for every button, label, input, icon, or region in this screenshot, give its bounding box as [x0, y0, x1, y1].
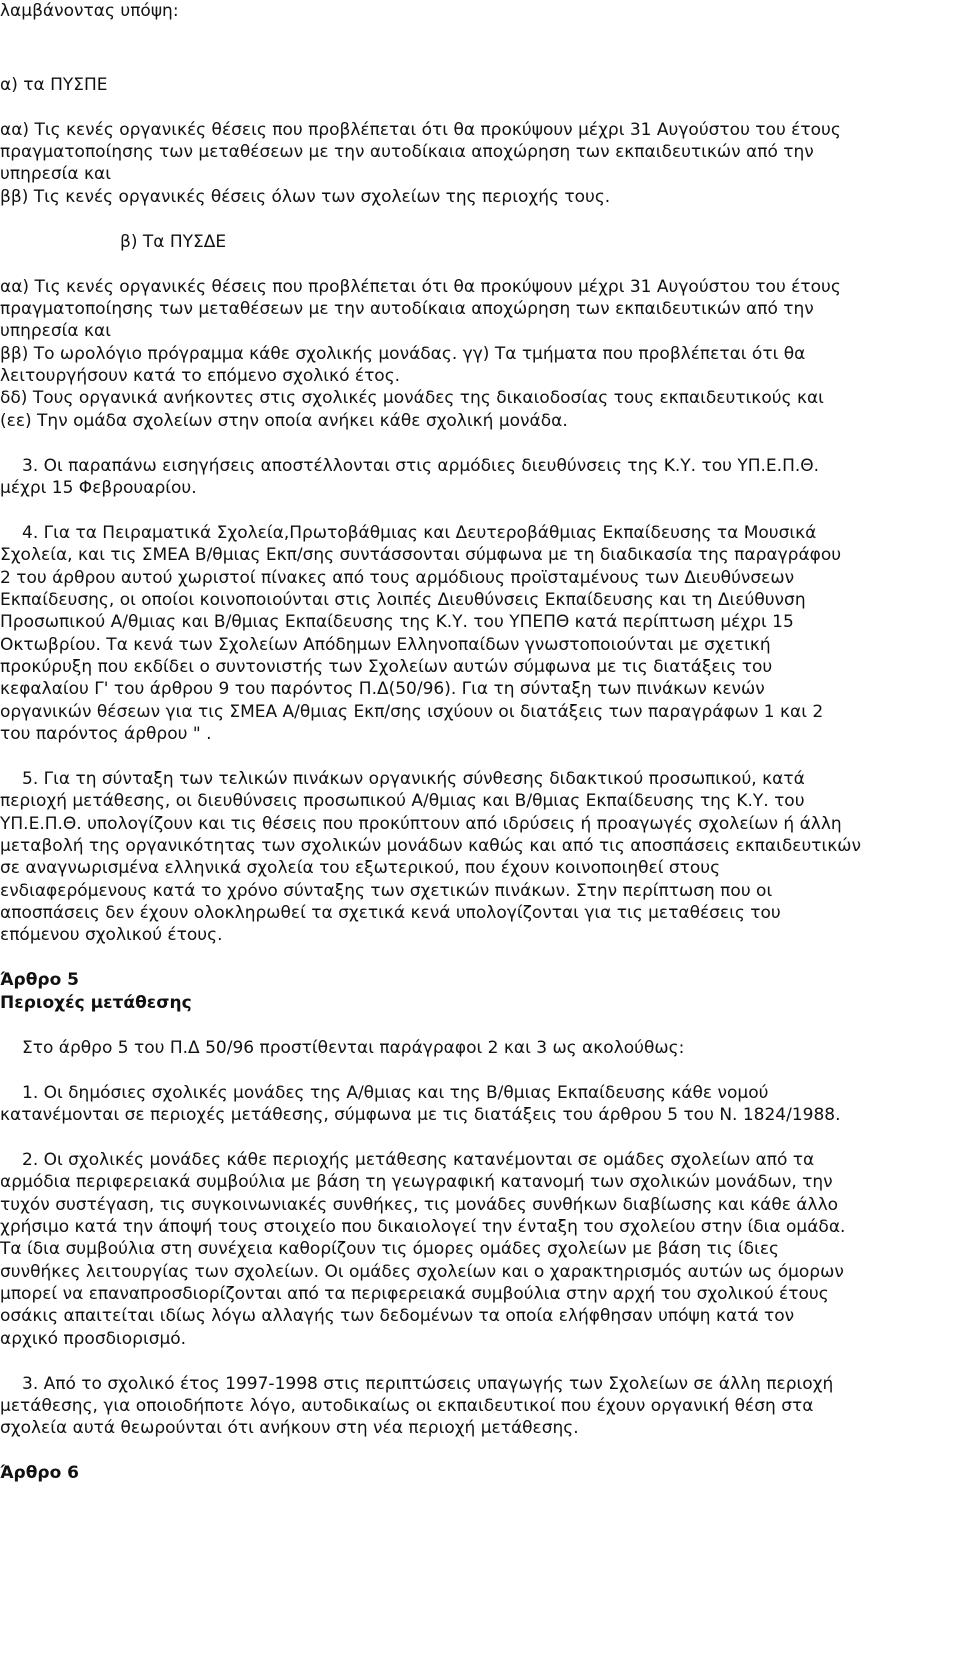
text-line: υπηρεσία και — [0, 164, 111, 184]
section-b-heading: β) Τα ΠΥΣΔΕ — [120, 232, 227, 252]
text-line: χρήσιμο κατά την άποψή τους στοιχείο που δικαιολογεί την ένταξη του σχολείου στην ίδια ομάδα. — [0, 1217, 846, 1237]
text-line: Τα ίδια συμβούλια στη συνέχεια καθορίζουν τις όμορες ομάδες σχολείων με βάση τις ίδιες — [0, 1239, 779, 1259]
text-line: ββ) Τις κενές οργανικές θέσεις όλων των σχολείων της περιοχής τους. — [0, 187, 611, 207]
text-line: αρχικό προσδιορισμό. — [0, 1329, 187, 1349]
text-line: πραγματοποίησης των μεταθέσεων με την αυτοδίκαια αποχώρηση των εκπαιδευτικών από την — [0, 299, 814, 319]
text-line: πραγματοποίησης των μεταθέσεων με την αυτοδίκαια αποχώρηση των εκπαιδευτικών από την — [0, 142, 814, 162]
text-line: 2 του άρθρου αυτού χωριστοί πίνακες από τους αρμόδιους προϊσταμένους των Διευθύνσεων — [0, 568, 795, 588]
text-line: 1. Οι δημόσιες σχολικές μονάδες της Α/θμιας και της Β/θμιας Εκπαίδευσης κάθε νομού — [22, 1083, 769, 1103]
text-line: Εκπαίδευσης, οι οποίοι κοινοποιούνται στις λοιπές Διευθύνσεις Εκπαίδευσης και τη Διεύθυνση — [0, 590, 806, 610]
text-line: συνθήκες λειτουργίας των σχολείων. Οι ομάδες σχολείων και ο χαρακτηρισμός αυτών ως όμορων — [0, 1262, 844, 1282]
text-line: Οκτωβρίου. Τα κενά των Σχολείων Απόδημων Ελληνοπαίδων γνωστοποιούνται με σχετική — [0, 635, 771, 655]
intro-line: λαμβάνοντας υπόψη: — [0, 1, 179, 21]
text-line: μεταβολή της οργανικότητας των σχολικών μονάδων καθώς και από τις αποσπάσεις εκπαιδευτικών — [0, 836, 862, 856]
text-line: σε αναγνωρισμένα ελληνικά σχολεία του εξωτερικού, που έχουν κοινοποιηθεί στους — [0, 858, 721, 878]
text-line: του παρόντος άρθρου " . — [0, 724, 212, 744]
text-line: μπορεί να επαναπροσδιορίζονται από τα περιφερειακά συμβούλια στην αρχή του σχολικού έτους — [0, 1284, 829, 1304]
text-line: ΥΠ.Ε.Π.Θ. υπολογίζουν και τις θέσεις που προκύπτουν από ιδρύσεις ή προαγωγές σχολείων ή άλλη — [0, 814, 842, 834]
text-line: Σχολεία, και τις ΣΜΕΑ Β/θμιας Εκπ/σης συντάσσονται σύμφωνα με τη διαδικασία της παραγράφου — [0, 545, 842, 565]
text-line: αα) Τις κενές οργανικές θέσεις που προβλέπεται ότι θα προκύψουν μέχρι 31 Αυγούστου του έτους — [0, 120, 841, 140]
text-line: 5. Για τη σύνταξη των τελικών πινάκων οργανικής σύνθεσης διδακτικού προσωπικού, κατά — [22, 769, 805, 789]
text-line: 4. Για τα Πειραματικά Σχολεία,Πρωτοβάθμιας και Δευτεροβάθμιας Εκπαίδευσης τα Μουσικά — [22, 523, 817, 543]
text-line: (εε) Την ομάδα σχολείων στην οποία ανήκει κάθε σχολική μονάδα. — [0, 411, 568, 431]
text-line: κεφαλαίου Γ' του άρθρου 9 του παρόντος Π.Δ(50/96). Για τη σύνταξη των πινάκων κενών — [0, 679, 765, 699]
text-line: 2. Οι σχολικές μονάδες κάθε περιοχής μετάθεσης κατανέμονται σε ομάδες σχολείων από τα — [22, 1150, 815, 1170]
section-a-heading: α) τα ΠΥΣΠΕ — [0, 75, 108, 95]
text-line: μετάθεσης, για οποιοδήποτε λόγο, αυτοδικαίως οι εκπαιδευτικοί που έχουν οργανική θέση στα — [0, 1396, 814, 1416]
text-line: κατανέμονται σε περιοχές μετάθεσης, σύμφωνα με τις διατάξεις του άρθρου 5 του Ν. 1824/1988. — [0, 1105, 841, 1125]
text-line: Στο άρθρο 5 του Π.Δ 50/96 προστίθενται παράγραφοι 2 και 3 ως ακολούθως: — [22, 1038, 685, 1058]
text-line: ββ) Το ωρολόγιο πρόγραμμα κάθε σχολικής μονάδας. γγ) Τα τμήματα που προβλέπεται ότι θα — [0, 344, 806, 364]
text-line: προκύρυξη που εκδίδει ο συντονιστής των Σχολείων αυτών σύμφωνα με τις διατάξεις του — [0, 657, 773, 677]
text-line: μέχρι 15 Φεβρουαρίου. — [0, 478, 197, 498]
text-line: σχολεία αυτά θεωρούνται ότι ανήκουν στη νέα περιοχή μετάθεσης. — [0, 1418, 579, 1438]
text-line: οργανικών θέσεων για τις ΣΜΕΑ Α/θμιας Εκπ/σης ισχύουν οι διατάξεις των παραγράφων 1 και 2 — [0, 702, 824, 722]
text-line: 3. Οι παραπάνω εισηγήσεις αποστέλλονται στις αρμόδιες διευθύνσεις της Κ.Υ. του ΥΠ.Ε.Π.Θ. — [22, 456, 820, 476]
text-line: οσάκις απαιτείται ιδίως λόγω αλλαγής των δεδομένων τα οποία ελήφθησαν υπόψη κατά τον — [0, 1306, 795, 1326]
text-line: λειτουργήσουν κατά το επόμενο σχολικό έτος. — [0, 366, 401, 386]
article-5-title: Περιοχές μετάθεσης — [0, 993, 192, 1013]
text-line: αποσπάσεις δεν έχουν ολοκληρωθεί τα σχετικά κενά υπολογίζονται για τις μεταθέσεις του — [0, 903, 781, 923]
text-line: υπηρεσία και — [0, 321, 111, 341]
text-line: δδ) Τους οργανικά ανήκοντες στις σχολικές μονάδες της δικαιοδοσίας τους εκπαιδευτικούς και — [0, 388, 824, 408]
article-5-heading: Άρθρο 5 — [0, 970, 79, 990]
text-line: αα) Τις κενές οργανικές θέσεις που προβλέπεται ότι θα προκύψουν μέχρι 31 Αυγούστου του έτους — [0, 277, 841, 297]
text-line: επόμενου σχολικού έτους. — [0, 925, 223, 945]
text-line: 3. Από το σχολικό έτος 1997-1998 στις περιπτώσεις υπαγωγής των Σχολείων σε άλλη περιοχή — [22, 1374, 834, 1394]
text-line: ενδιαφερόμενους κατά το χρόνο σύνταξης των σχετικών πινάκων. Στην περίπτωση που οι — [0, 881, 773, 901]
text-line: τυχόν συστέγαση, τις συγκοινωνιακές συνθήκες, τις μονάδες συνθήκων διαβίωσης και κάθε άλλο — [0, 1195, 839, 1215]
text-line: Προσωπικού Α/θμιας και Β/θμιας Εκπαίδευσης της Κ.Υ. του ΥΠΕΠΘ κατά περίπτωση μέχρι 15 — [0, 612, 794, 632]
text-line: περιοχή μετάθεσης, οι διευθύνσεις προσωπικού Α/θμιας και Β/θμιας Εκπαίδευσης της Κ.Υ. του — [0, 791, 805, 811]
article-6-heading: Άρθρο 6 — [0, 1463, 79, 1483]
text-line: αρμόδια περιφερειακά συμβούλια με βάση τη γεωγραφική κατανομή των σχολικών μονάδων, την — [0, 1172, 833, 1192]
